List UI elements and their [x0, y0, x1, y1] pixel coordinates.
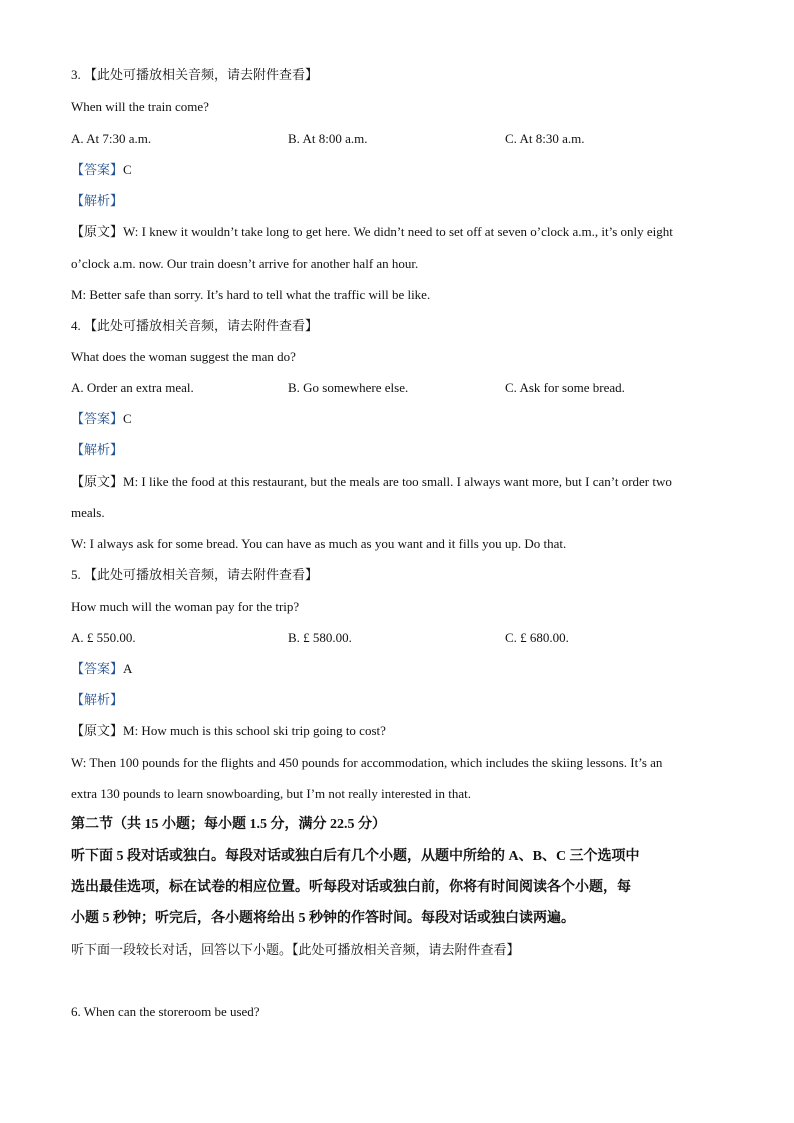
q5-source-line-2: W: Then 100 pounds for the flights and 450 pounds for accommodation, which includes the skiing lessons. It’s an [71, 755, 663, 770]
answer-tag: 【答案】 [71, 661, 124, 676]
answer-tag: 【答案】 [71, 411, 124, 426]
q4-option-b: B. Go somewhere else. [288, 380, 409, 395]
q4-source-line-1 [71, 473, 672, 491]
q3-answer-line [71, 161, 132, 179]
source-tag: 【原文】 [71, 474, 124, 489]
q5-analysis-tag: 【解析】 [71, 692, 124, 707]
q5-question: How much will the woman pay for the trip? [71, 599, 300, 614]
q5-option-b: B. £ 580.00. [288, 630, 352, 645]
q4-question: What does the woman suggest the man do? [71, 349, 296, 364]
q3-option-b: B. At 8:00 a.m. [288, 131, 368, 146]
q3-source-line-1 [71, 223, 673, 241]
q3-option-c: C. At 8:30 a.m. [505, 131, 585, 146]
q3-analysis-tag: 【解析】 [71, 193, 124, 208]
q3-source-text-1: W: I knew it wouldn’t take long to get here. We didn’t need to set off at seven o’clock a.m., it’s only eight [123, 224, 673, 239]
q3-answer-value: C [123, 162, 132, 177]
q5-answer-line [71, 660, 132, 678]
q3-header: 3. 【此处可播放相关音频，请去附件查看】 [71, 67, 319, 82]
q4-answer-line [71, 410, 132, 428]
q4-source-line-2: meals. [71, 505, 105, 520]
q5-header: 5. 【此处可播放相关音频，请去附件查看】 [71, 567, 319, 582]
section2-instruction-1: 听下面 5 段对话或独白。每段对话或独白后有几个小题，从题中所给的 A、B、C 三个选项中 [71, 849, 640, 864]
section2-instruction-2: 选出最佳选项，标在试卷的相应位置。听每段对话或独白前，你将有时间阅读各个小题，每 [71, 880, 631, 895]
section2-intro: 听下面一段较长对话，回答以下小题。【此处可播放相关音频，请去附件查看】 [71, 942, 520, 957]
q5-answer-value: A [123, 661, 133, 676]
q4-source-text-1: M: I like the food at this restaurant, but the meals are too small. I always want more, but I can’t order two [123, 474, 672, 489]
q4-source-line-3: W: I always ask for some bread. You can have as much as you want and it fills you up. Do that. [71, 536, 567, 551]
q5-source-text-1: M: How much is this school ski trip going to cost? [123, 723, 386, 738]
q4-option-a: A. Order an extra meal. [71, 380, 194, 395]
q4-header: 4. 【此处可播放相关音频，请去附件查看】 [71, 318, 319, 333]
q5-source-line-1 [71, 722, 386, 740]
q6-question: 6. When can the storeroom be used? [71, 1004, 260, 1019]
q5-option-a: A. £ 550.00. [71, 630, 136, 645]
answer-tag: 【答案】 [71, 162, 124, 177]
q5-source-line-3: extra 130 pounds to learn snowboarding, but I’m not really interested in that. [71, 786, 472, 801]
q3-question: When will the train come? [71, 99, 209, 114]
q4-answer-value: C [123, 411, 132, 426]
section2-title: 第二节（共 15 小题；每小题 1.5 分，满分 22.5 分） [71, 817, 386, 832]
section2-instruction-3: 小题 5 秒钟；听完后，各小题将给出 5 秒钟的作答时间。每段对话或独白读两遍。 [71, 911, 575, 926]
q4-option-c: C. Ask for some bread. [505, 380, 625, 395]
q3-option-a: A. At 7:30 a.m. [71, 131, 152, 146]
q4-analysis-tag: 【解析】 [71, 442, 124, 457]
source-tag: 【原文】 [71, 224, 124, 239]
q3-source-line-3: M: Better safe than sorry. It’s hard to tell what the traffic will be like. [71, 287, 431, 302]
q3-source-line-2: o’clock a.m. now. Our train doesn’t arrive for another half an hour. [71, 256, 419, 271]
source-tag: 【原文】 [71, 723, 124, 738]
q5-option-c: C. £ 680.00. [505, 630, 569, 645]
